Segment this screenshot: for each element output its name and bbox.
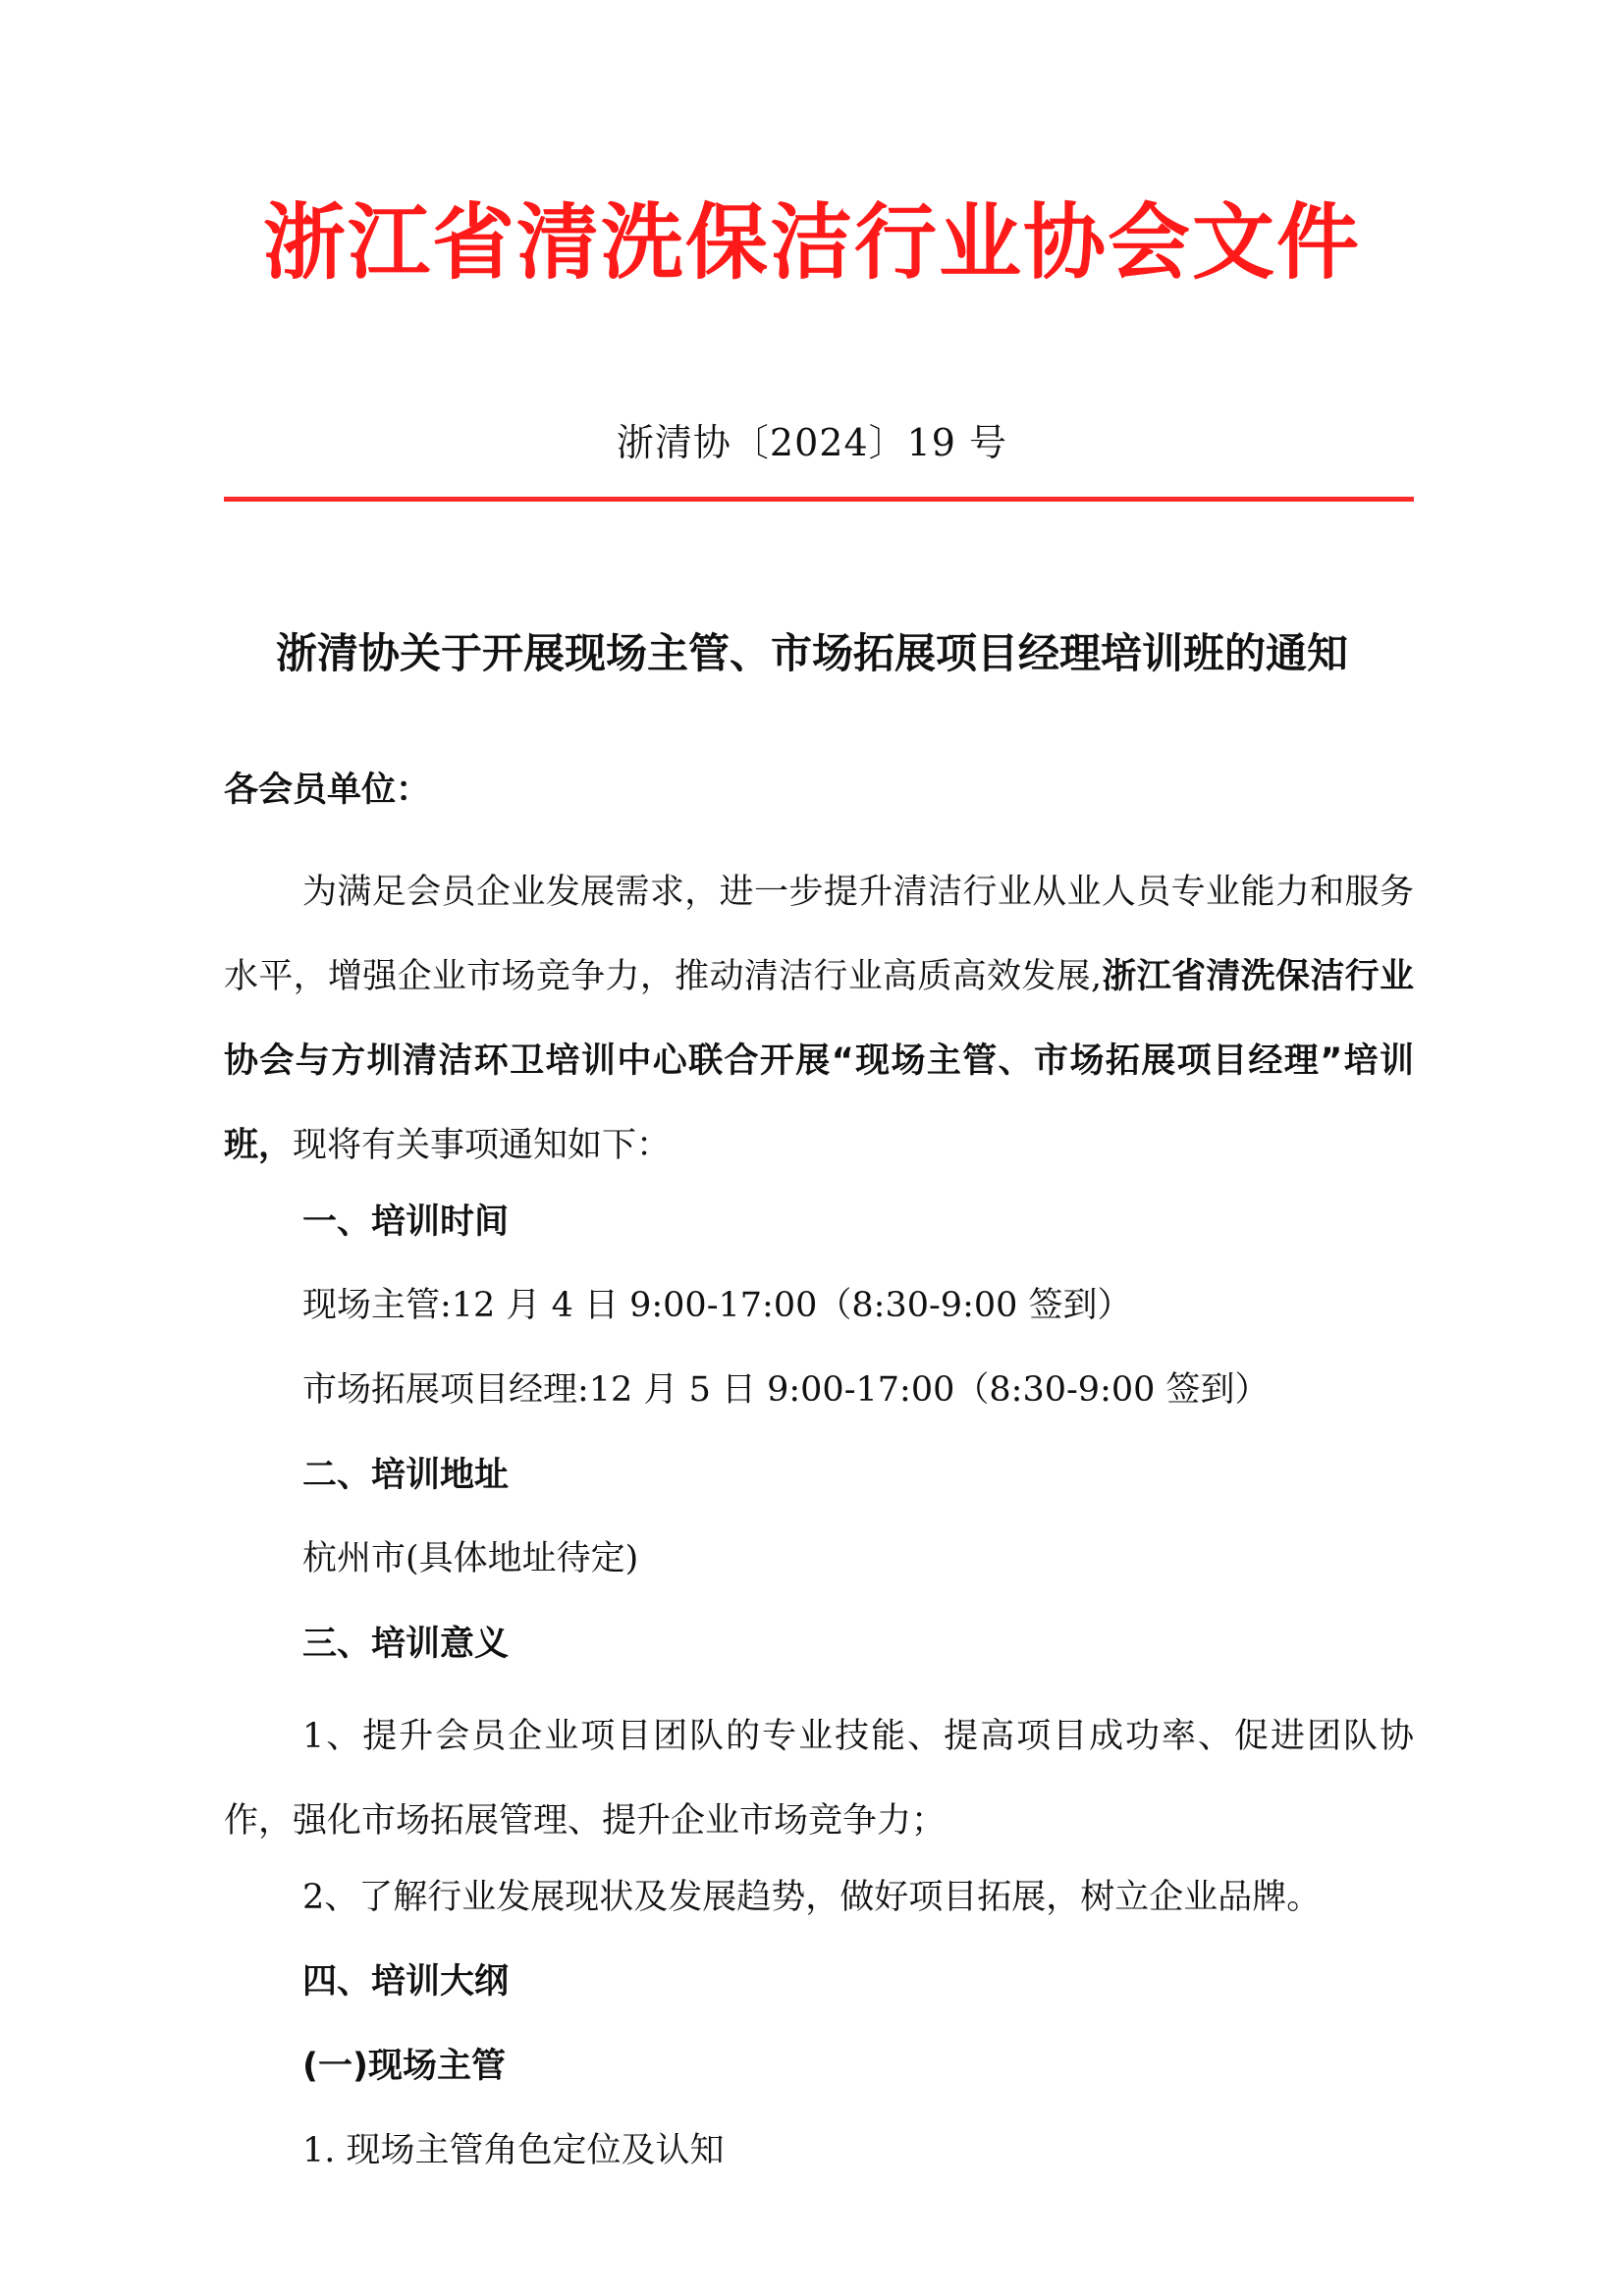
- significance-item-2: 2、了解行业发展现状及发展趋势，做好项目拓展，树立企业品牌。: [302, 1878, 1322, 1917]
- section-heading-outline: 四、培训大纲: [302, 1962, 510, 2002]
- intro-paragraph: [224, 850, 1414, 1188]
- time-line-manager: 市场拓展项目经理:12 月 5 日 9:00-17:00（8:30-9:00 签到）: [302, 1370, 1270, 1410]
- intro-text-1: 为满足会员企业发展需求，进一步提升清洁行业从业人员专业能力和服务水平，增强企业市场竞争力，推动清洁行业高质高效发展,: [224, 873, 1414, 996]
- section-heading-significance: 三、培训意义: [302, 1625, 510, 1664]
- intro-text-2: 现将有关事项通知如下：: [293, 1126, 672, 1165]
- section-heading-time: 一、培训时间: [302, 1202, 510, 1242]
- intro-text-bold: 浙江省清洗保洁行业协会与方圳清洁环卫培训中心联合开展“现场主管、市场拓展项目经理”培训班，: [224, 957, 1414, 1165]
- org-document-title: 浙江省清洗保洁行业协会文件: [262, 193, 1361, 291]
- significance-item-1: 1、提升会员企业项目团队的专业技能、提高项目成功率、促进团队协作，强化市场拓展管理、提升企业市场竞争力；: [224, 1717, 1414, 1841]
- location-line: 杭州市(具体地址待定): [302, 1539, 639, 1578]
- outline-item-1: 1. 现场主管角色定位及认知: [302, 2131, 725, 2170]
- outline-sub-heading: (一)现场主管: [302, 2047, 506, 2086]
- time-line-supervisor: 现场主管:12 月 4 日 9:00-17:00（8:30-9:00 签到）: [302, 1286, 1132, 1325]
- notice-title: 浙清协关于开展现场主管、市场拓展项目经理培训班的通知: [275, 629, 1348, 677]
- salutation: 各会员单位：: [224, 771, 431, 810]
- document-number: 浙清协〔2024〕19 号: [616, 421, 1008, 464]
- section-heading-location: 二、培训地址: [302, 1456, 510, 1495]
- red-divider-rule: [224, 497, 1414, 502]
